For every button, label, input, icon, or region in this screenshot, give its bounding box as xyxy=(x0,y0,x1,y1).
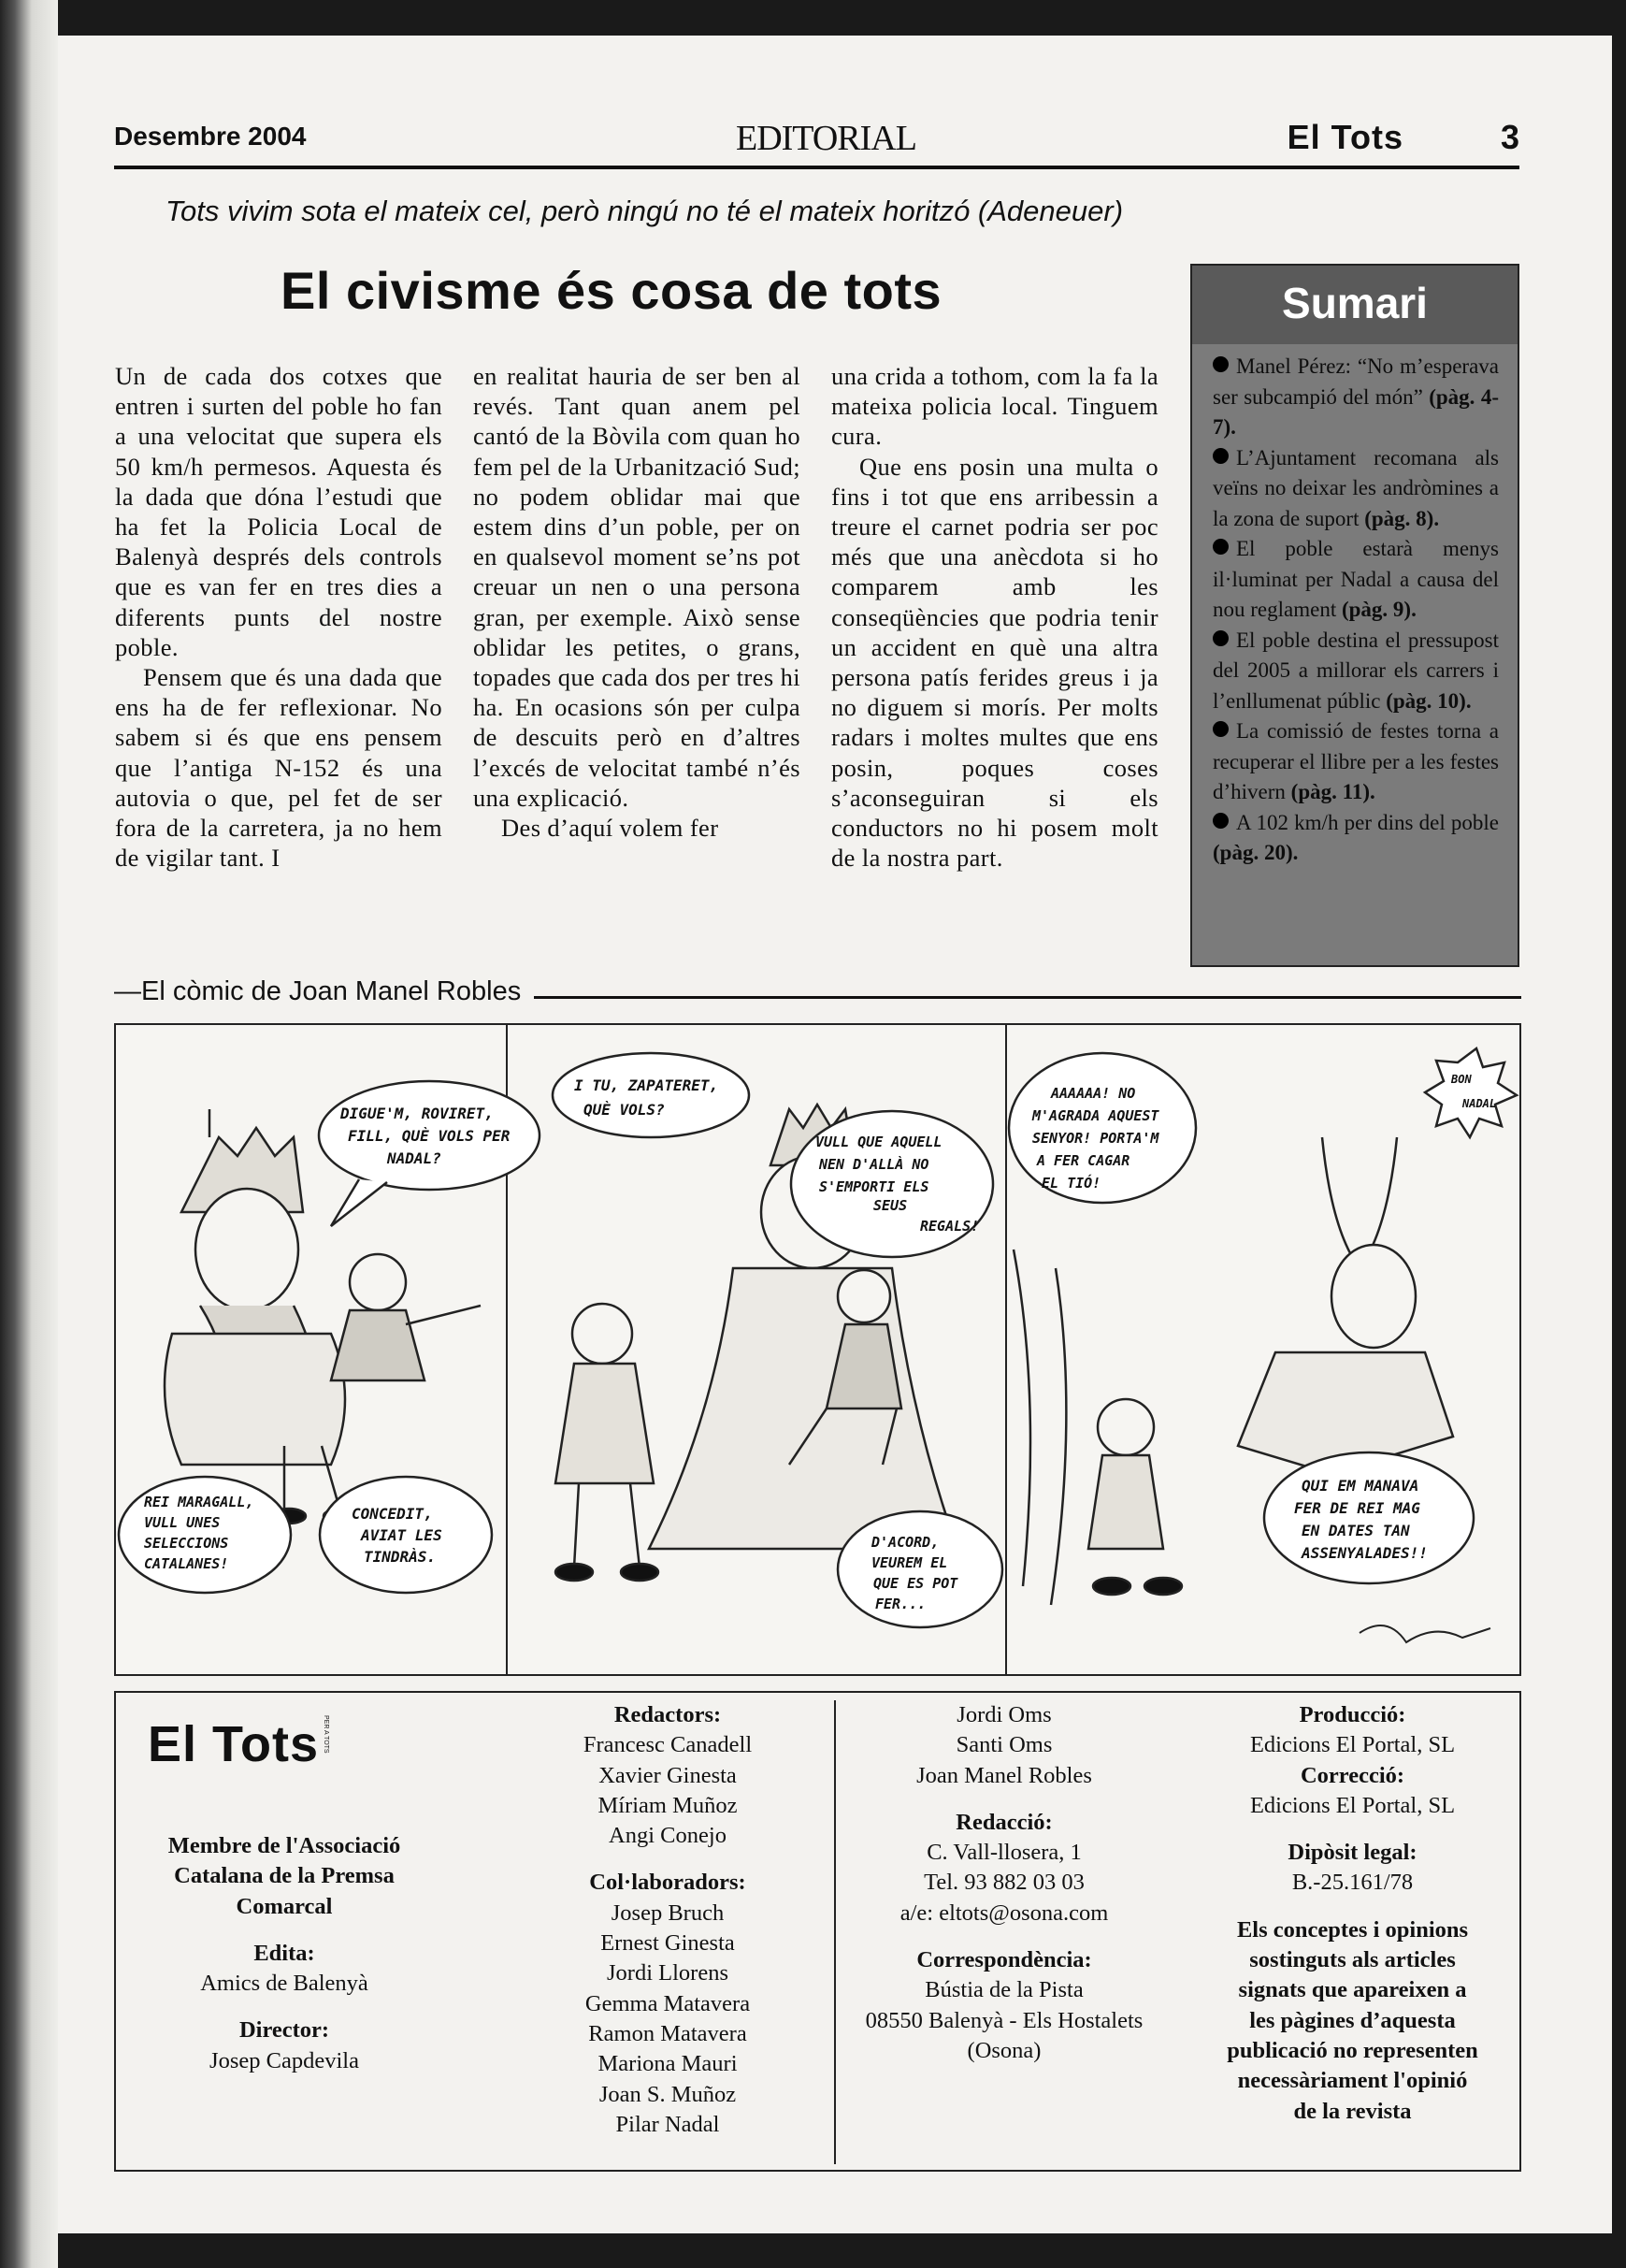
article-headline: El civisme és cosa de tots xyxy=(281,261,943,320)
comic-dialogue: D'ACORD, VEUREM EL QUE ES POT FER... xyxy=(871,1534,958,1612)
bullet-icon xyxy=(1213,539,1229,555)
issue-date: Desembre 2004 xyxy=(114,122,307,151)
redactors-label: Redactors: xyxy=(613,1702,722,1727)
comic-strip xyxy=(114,1023,1521,1676)
page-ref: (pàg. 10). xyxy=(1386,688,1472,713)
bullet-icon xyxy=(1213,813,1229,829)
page-ref: (pàg. 9). xyxy=(1341,598,1417,621)
bullet-icon xyxy=(1213,630,1229,646)
summary-item[interactable]: La comissió de festes torna a recuperar el llibre per a les festes d’hivern (pàg. 11). xyxy=(1213,719,1499,803)
exclamation-burst-icon xyxy=(1425,1048,1517,1137)
bullet-icon xyxy=(1213,448,1229,464)
paragraph: Que ens posin una multa o fins i tot que ens arribessin a treure el carnet podria ser poc més que una anècdota si ho comparem amb les conseqüències que podria tenir un accident en què una altra persona patís ferides greus i ja no diguem si morís. Per molts radars i moltes multes que ens posin, poques coses s’aconseguiran si els conductors no hi posem molt de la nostra part. xyxy=(831,452,1158,873)
paragraph: Pensem que és una dada que ens ha de fer reflexionar. No sabem si és que ens pensem que l’antiga N-152 és una autovia o que, pel fet de ser fora de la carretera, ja no hem de vigilar tant. I xyxy=(115,663,442,873)
paragraph: Des d’aquí volem fer xyxy=(501,814,719,843)
comic-header xyxy=(114,976,1521,1014)
article-column-3 xyxy=(831,361,1158,873)
membership-block: Membre de l'Associació Catalana de la Premsa Comarcal Edita: Amics de Balenyà Director: Josep Capdevila xyxy=(125,1831,443,2076)
page-header xyxy=(114,118,1519,165)
correspondencia-label: Correspondència: xyxy=(916,1947,1092,1973)
summary-title: Sumari xyxy=(1192,266,1518,344)
comic-dialogue: I TU, ZAPATERET, QUÈ VOLS? xyxy=(574,1076,719,1119)
page-number: 3 xyxy=(1500,118,1519,156)
summary-list xyxy=(1192,344,1518,869)
summary-item[interactable]: Manel Pérez: “No m’esperava ser subcampió del món” (pàg. 4-7). xyxy=(1213,354,1499,439)
summary-item[interactable]: El poble estarà menys il·luminat per Nadal a causa del nou reglament (pàg. 9). xyxy=(1213,537,1499,621)
summary-box xyxy=(1190,264,1519,967)
page-ref: (pàg. 4-7). xyxy=(1213,384,1499,439)
director-value: Josep Capdevila xyxy=(209,2047,359,2073)
comic-dialogue: VULL QUE AQUELL NEN D'ALLÀ NO S'EMPORTI ELS SEUS REGALS! xyxy=(815,1134,980,1235)
comic-dialogue: CONCEDIT, AVIAT LES TINDRÀS. xyxy=(352,1505,442,1566)
edita-label: Edita: xyxy=(253,1940,315,1966)
page-ref: (pàg. 8). xyxy=(1364,506,1440,530)
edita-value: Amics de Balenyà xyxy=(200,1971,368,1997)
diposit-label: Dipòsit legal: xyxy=(1288,1840,1417,1866)
summary-item[interactable]: El poble destina el pressupost del 2005 a millorar els carrers i l’enllumenat públic (pàg. 10). xyxy=(1213,628,1499,713)
email-link[interactable]: a/e: eltots@osona.com xyxy=(899,1900,1109,1926)
page-ref: (pàg. 20). xyxy=(1213,841,1299,864)
artist-signature xyxy=(1360,1625,1490,1642)
produccio-label: Producció: xyxy=(1299,1702,1406,1727)
comic-dialogue: REI MARAGALL, VULL UNES SELECCIONS CATALANES! xyxy=(144,1494,254,1572)
comic-dialogue: DIGUE'M, ROVIRET, FILL, QUÈ VOLS PER NADAL? xyxy=(340,1105,511,1167)
redaccio-label: Redacció: xyxy=(956,1809,1053,1835)
summary-item[interactable]: L’Ajuntament recomana als veïns no deixar les andròmines a la zona de suport (pàg. 8). xyxy=(1213,445,1499,530)
article-column-2 xyxy=(473,361,800,843)
comic-dialogue: BON NADAL xyxy=(1451,1073,1497,1110)
comic-title: —El còmic de Joan Manel Robles xyxy=(114,976,534,1007)
bullet-icon xyxy=(1213,356,1229,372)
paragraph: Un de cada dos cotxes que entren i surten del poble ho fan a una velocitat que supera els 50 km/h permesos. Aquesta és la dada que dóna l’estudi que ha fet la Policia Local de Balenyà després dels controls que es van fer en tres dies a diferents punts del nostre poble. xyxy=(115,362,442,661)
header-rule xyxy=(114,166,1519,169)
director-label: Director: xyxy=(238,2017,330,2044)
page-gutter xyxy=(0,0,58,2268)
page-ref: (pàg. 11). xyxy=(1290,780,1375,803)
paragraph: una crida a tothom, com la fa la mateixa policia local. Tinguem cura. xyxy=(831,362,1158,451)
speech-bubble xyxy=(1009,1048,1517,1583)
collaborators-label: Col·laboradors: xyxy=(589,1870,746,1896)
comic-dialogue: QUI EM MANAVA FER DE REI MAG EN DATES TAN ASSENYALADES!! xyxy=(1294,1477,1428,1562)
bullet-icon xyxy=(1213,721,1229,737)
correccio-label: Correcció: xyxy=(1300,1762,1405,1788)
publication-logo: El Tots PER A TOTS xyxy=(148,1715,330,1772)
credits-divider xyxy=(834,1700,836,2164)
epigraph-quote: Tots vivim sota el mateix cel, però ningú no té el mateix horitzó (Adeneuer) xyxy=(165,195,1124,227)
publication-name: El Tots xyxy=(1287,118,1403,156)
summary-item[interactable]: A 102 km/h per dins del poble (pàg. 20). xyxy=(1213,810,1499,864)
paragraph: en realitat hauria de ser ben al revés. Tant quan anem pel cantó de la Bòvila com quan ho fem pel de la Urbanització Sud; no podem oblidar mai que estem dins d’un poble, per on en qualsevol moment se’ns pot creuar un nen o una persona gran, per exemple. Això sense oblidar les petites, o grans, topades que cada dos per tres hi ha. En ocasions són per culpa de descuits però en d’altres l’excés de velocitat també n’és una explicació. xyxy=(473,362,800,812)
article-column-1 xyxy=(115,361,442,873)
logo-tagline: PER A TOTS xyxy=(323,1715,330,1754)
masthead-credits xyxy=(114,1691,1521,2172)
section-title: EDITORIAL xyxy=(736,119,916,158)
comic-dialogue: AAAAAA! NO M'AGRADA AQUEST SENYOR! PORTA'M A FER CAGAR EL TIÓ! xyxy=(1032,1085,1159,1192)
contact-block: Jordi Oms Santi Oms Joan Manel Robles Redacció: C. Vall-llosera, 1 Tel. 93 882 03 03 a/e: eltots@osona.com Correspondència: Bústia de la Pista 08550 Balenyà - Els Hostalets (Osona) xyxy=(845,1700,1163,2066)
staff-block: Redactors: Francesc Canadell Xavier Ginesta Míriam Muñoz Angi Conejo Col·laboradors: Josep Bruch Ernest Ginesta Jordi Llorens Gemma Matavera Ramon Matavera Mariona Mauri Joan S. Muñoz Pilar Nadal xyxy=(509,1700,827,2140)
production-block: Producció: Edicions El Portal, SL Correcció: Edicions El Portal, SL Dipòsit legal: B.-25.161/78 Els conceptes i opinions sostinguts als articles signats que apareixen a les pàgines d’aquesta publicació no representen necessàriament l'opinió de la revista xyxy=(1191,1700,1514,2127)
